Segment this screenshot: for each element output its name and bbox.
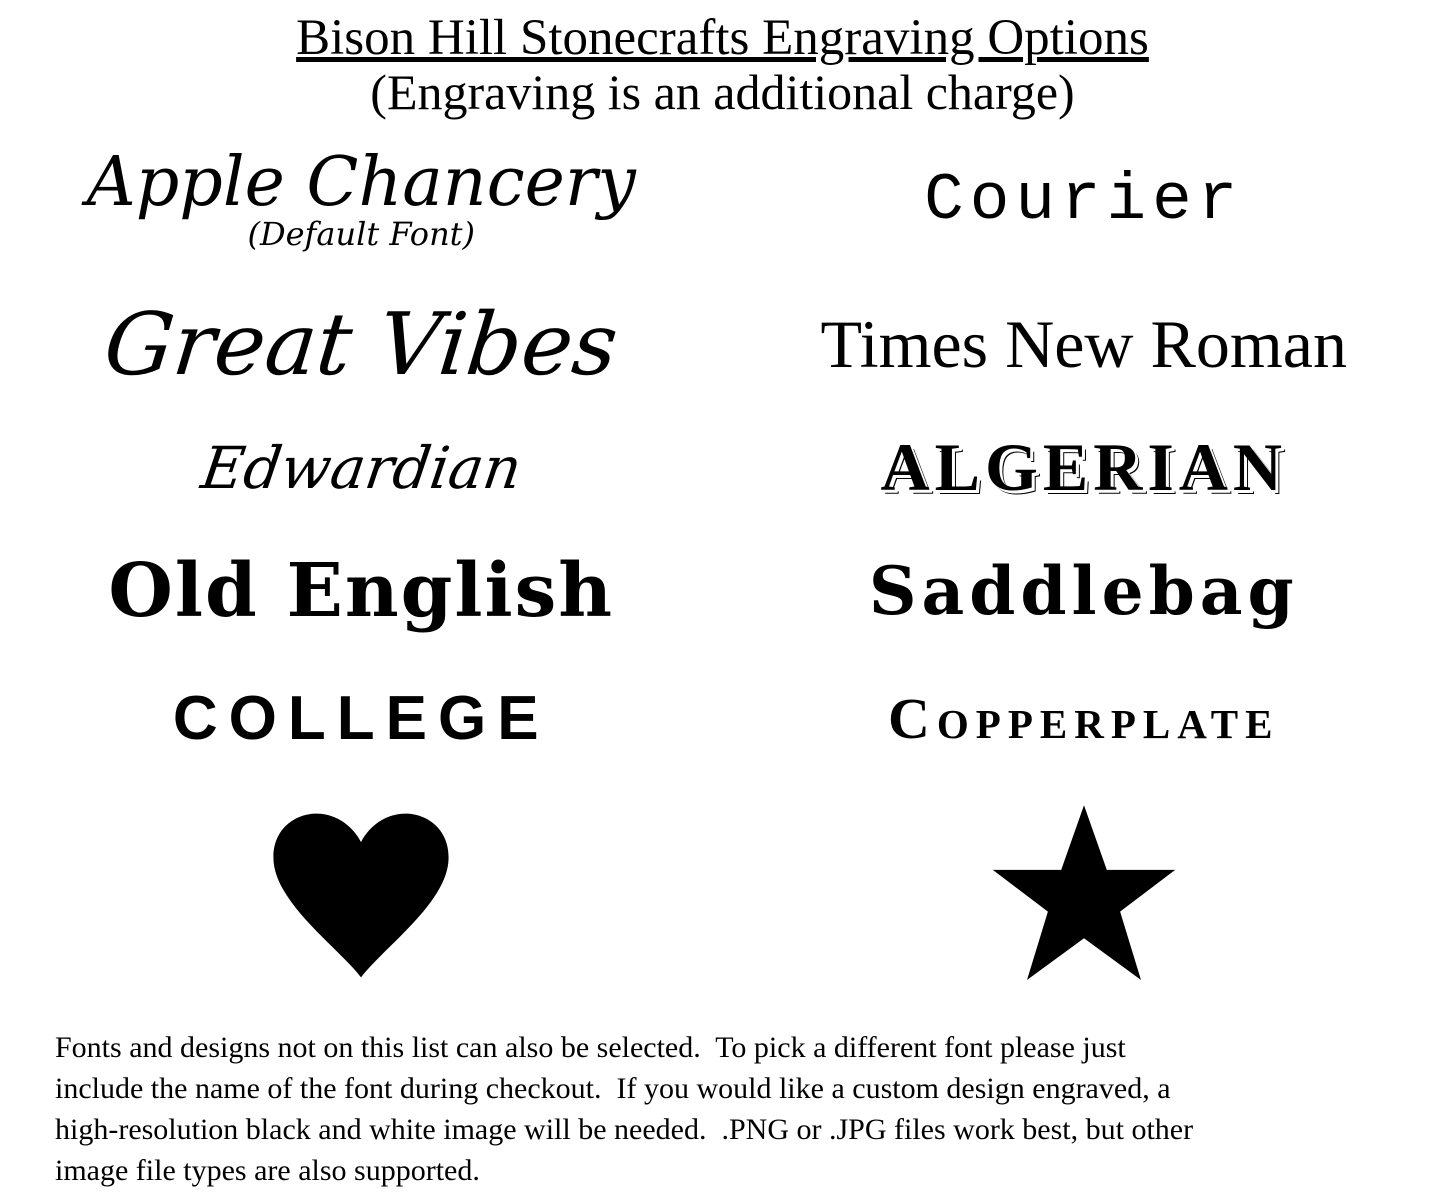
font-row-5 xyxy=(0,659,1445,779)
font-sample-label: ALGERIAN xyxy=(880,429,1287,506)
font-sample-algerian xyxy=(723,413,1445,523)
font-row-2 xyxy=(0,277,1445,413)
font-samples-grid xyxy=(0,125,1445,985)
design-row xyxy=(0,807,1445,985)
page-title: Bison Hill Stonecrafts Engraving Options xyxy=(296,10,1149,66)
font-row-4 xyxy=(0,523,1445,659)
font-sample-label: Times New Roman xyxy=(820,306,1347,383)
default-font-note: (Default Font) xyxy=(247,215,476,253)
footer-line: high-resolution black and white image will be needed. .PNG or .JPG files work best, but other xyxy=(55,1112,1194,1146)
header xyxy=(0,0,1445,119)
font-row-1 xyxy=(0,125,1445,277)
font-sample-label: Old English xyxy=(108,547,615,634)
font-sample-label: Great Vibes xyxy=(99,294,623,395)
font-sample-courier xyxy=(723,125,1445,277)
heart-icon xyxy=(272,813,450,978)
font-sample-label: COLLEGE xyxy=(172,684,550,754)
design-sample-star xyxy=(723,807,1445,985)
font-sample-edwardian xyxy=(0,413,723,523)
font-sample-label: Edwardian xyxy=(196,433,526,502)
footer-line: Fonts and designs not on this list can also be selected. To pick a different font please just xyxy=(55,1030,1126,1064)
footer-note xyxy=(0,1027,1445,1191)
footer-line: include the name of the font during checkout. If you would like a custom design engraved, a xyxy=(55,1071,1171,1105)
font-sample-times-new-roman xyxy=(723,277,1445,413)
font-sample-copperplate xyxy=(723,659,1445,779)
design-sample-heart xyxy=(0,807,723,985)
page-subtitle: (Engraving is an additional charge) xyxy=(370,64,1075,121)
font-sample-saddlebag xyxy=(723,523,1445,659)
font-sample-label: Courier xyxy=(924,163,1244,239)
font-sample-college xyxy=(0,659,723,779)
font-row-3 xyxy=(0,413,1445,523)
font-sample-great-vibes xyxy=(0,277,723,413)
font-sample-apple-chancery xyxy=(0,125,723,277)
font-sample-label: Saddlebag xyxy=(868,551,1299,630)
star-icon xyxy=(989,805,1179,986)
font-sample-label: Copperplate xyxy=(888,686,1280,752)
footer-line: image file types are also supported. xyxy=(55,1153,480,1187)
font-sample-old-english xyxy=(0,523,723,659)
font-sample-label: Apple Chancery xyxy=(86,143,636,222)
